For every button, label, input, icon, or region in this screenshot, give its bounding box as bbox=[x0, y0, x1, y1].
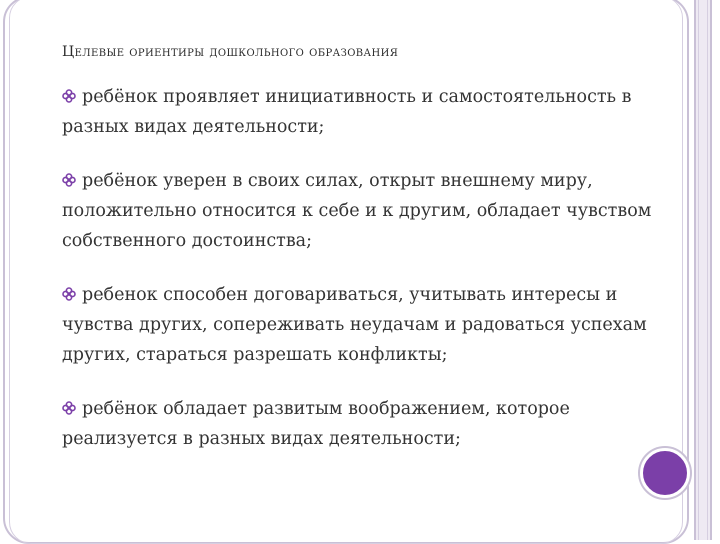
bullet-text: ребёнок обладает развитым воображением, которое реализуется в разных видах деятельности; bbox=[62, 399, 570, 449]
bullet-item bbox=[62, 166, 662, 256]
hollow-flower-bullet-icon bbox=[62, 401, 76, 415]
right-decor-rail-inner bbox=[698, 0, 708, 540]
hollow-flower-bullet-icon bbox=[62, 89, 76, 103]
slide-title: Целевые ориентиры дошкольного образования bbox=[62, 44, 399, 60]
bullet-text: ребёнок уверен в своих силах, открыт внешнему миру, положительно относится к себе и к другим, обладает чувством собственного достоинства; bbox=[62, 171, 652, 251]
hollow-flower-bullet-icon bbox=[62, 173, 76, 187]
bullet-item bbox=[62, 280, 662, 370]
bullet-text: ребёнок проявляет инициативность и самостоятельность в разных видах деятельности; bbox=[62, 87, 632, 137]
bullet-item bbox=[62, 82, 662, 142]
bullet-list bbox=[62, 82, 662, 478]
bullet-text: ребенок способен договариваться, учитывать интересы и чувства других, сопереживать неудачам и радоваться успехам других, стараться разрешать конфликты; bbox=[62, 285, 647, 365]
hollow-flower-bullet-icon bbox=[62, 287, 76, 301]
bullet-item bbox=[62, 394, 662, 454]
